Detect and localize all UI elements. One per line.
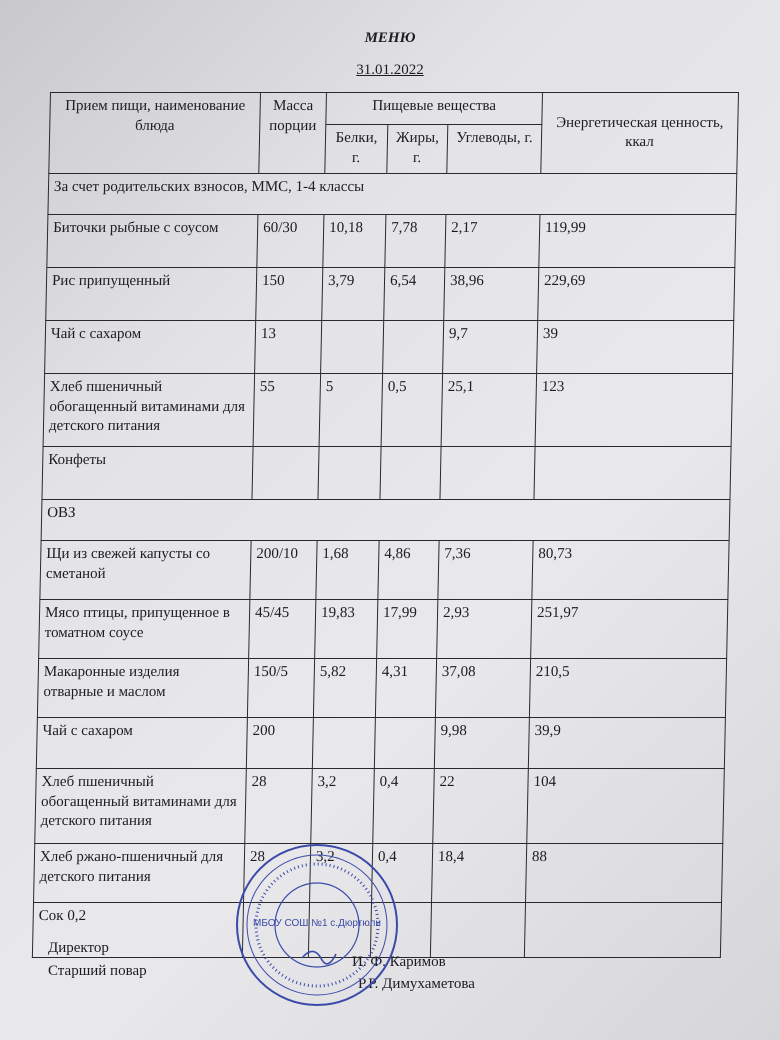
cell-name: Рис припущенный (46, 268, 257, 321)
cell-energy (524, 903, 721, 958)
cell-mass: 200 (246, 718, 313, 769)
cell-fat: 7,78 (385, 215, 446, 268)
cell-protein: 5 (319, 374, 383, 447)
menu-row (40, 541, 729, 600)
cell-name: Хлеб пшеничный обогащенный витаминами для детского питания (43, 374, 255, 447)
cell-energy: 39,9 (528, 718, 725, 769)
header-energy: Энергетическая ценность, ккал (541, 93, 739, 174)
cell-carbs (440, 447, 535, 500)
cell-name: Конфеты (42, 447, 253, 500)
cell-fat: 4,31 (375, 659, 436, 718)
menu-row (45, 321, 734, 374)
cook-role: Старший повар (48, 963, 147, 979)
menu-table (32, 92, 739, 958)
header-meal: Прием пищи, наименование блюда (49, 93, 261, 174)
cell-carbs: 2,17 (445, 215, 540, 268)
cell-energy: 229,69 (538, 268, 735, 321)
cell-mass: 45/45 (249, 600, 316, 659)
cook-name: Р.Р. Димухаметова (358, 976, 475, 992)
cell-fat: 0,5 (381, 374, 443, 447)
cell-fat (383, 321, 444, 374)
cell-carbs: 18,4 (432, 844, 527, 903)
cell-fat: 0,4 (373, 769, 435, 844)
cell-fat (374, 718, 435, 769)
cell-name: Биточки рыбные с соусом (47, 215, 258, 268)
cell-carbs: 9,7 (443, 321, 538, 374)
cell-carbs: 25,1 (441, 374, 537, 447)
section-row (48, 174, 737, 215)
header-fat: Жиры, г. (387, 125, 448, 174)
cell-energy: 210,5 (529, 659, 726, 718)
cell-protein: 10,18 (323, 215, 386, 268)
menu-row (42, 447, 731, 500)
menu-row (37, 659, 726, 718)
cell-name: Мясо птицы, припущенное в томатном соусе (39, 600, 250, 659)
director-name: И. Ф. Каримов (352, 954, 446, 970)
cell-mass (252, 447, 319, 500)
cell-fat: 4,86 (378, 541, 439, 600)
cell-mass: 150 (256, 268, 323, 321)
cell-protein: 3,2 (310, 844, 373, 903)
cell-protein: 3,2 (311, 769, 375, 844)
cell-carbs: 2,93 (437, 600, 532, 659)
cell-carbs (430, 903, 525, 958)
cell-carbs: 22 (433, 769, 529, 844)
cell-mass: 13 (255, 321, 322, 374)
cell-name: Макаронные изделия отварные и маслом (37, 659, 248, 718)
cell-energy: 119,99 (539, 215, 736, 268)
cell-carbs: 7,36 (438, 541, 533, 600)
cell-mass: 28 (244, 844, 311, 903)
cell-mass: 55 (253, 374, 321, 447)
official-stamp (232, 840, 402, 1010)
cell-name: Хлеб ржано-пшеничный для детского питания (34, 844, 245, 903)
cell-mass: 200/10 (250, 541, 317, 600)
cell-mass: 150/5 (247, 659, 314, 718)
cell-fat (380, 447, 441, 500)
director-role: Директор (48, 940, 109, 956)
cell-name: Щи из свежей капусты со сметаной (40, 541, 251, 600)
menu-row (47, 215, 736, 268)
section-row (41, 500, 730, 541)
cell-protein: 1,68 (316, 541, 379, 600)
cell-protein (318, 447, 381, 500)
document-title: МЕНЮ (364, 30, 416, 46)
signature-scribble (302, 951, 336, 963)
cell-mass: 60/30 (257, 215, 324, 268)
header-mass: Масса порции (259, 93, 327, 174)
cell-protein: 3,79 (322, 268, 385, 321)
document-date: 31.01.2022 (356, 62, 424, 78)
cell-energy: 88 (526, 844, 723, 903)
cell-energy: 80,73 (532, 541, 729, 600)
menu-row (43, 374, 733, 447)
cell-energy: 123 (535, 374, 733, 447)
cell-protein (312, 718, 375, 769)
cell-carbs: 37,08 (435, 659, 530, 718)
cell-energy: 104 (527, 769, 725, 844)
cell-fat: 6,54 (384, 268, 445, 321)
menu-row (36, 718, 725, 769)
cell-protein (321, 321, 384, 374)
header-carbs: Углеводы, г. (447, 125, 542, 174)
cell-mass: 28 (245, 769, 313, 844)
cell-protein: 19,83 (315, 600, 378, 659)
cell-name: Хлеб пшеничный обогащенный витаминами для детского питания (35, 769, 247, 844)
cell-energy: 39 (537, 321, 734, 374)
stamp-center-text: МБОУ СОШ №1 с.Дюртюли (253, 918, 381, 929)
cell-energy: 251,97 (531, 600, 728, 659)
header-row (50, 93, 739, 125)
cell-fat: 17,99 (377, 600, 438, 659)
header-nutrients: Пищевые вещества (326, 93, 543, 125)
menu-row (46, 268, 735, 321)
header-protein: Белки, г. (325, 125, 388, 174)
cell-carbs: 9,98 (434, 718, 529, 769)
menu-row (39, 600, 728, 659)
cell-energy (534, 447, 731, 500)
section-title: За счет родительских взносов, ММС, 1-4 классы (48, 174, 737, 215)
cell-fat: 0,4 (372, 844, 433, 903)
cell-name: Чай с сахаром (45, 321, 256, 374)
cell-name: Чай с сахаром (36, 718, 247, 769)
section-title: ОВЗ (41, 500, 730, 541)
cell-protein: 5,82 (313, 659, 376, 718)
cell-carbs: 38,96 (444, 268, 539, 321)
menu-row (35, 769, 725, 844)
cell-name: Сок 0,2 (32, 903, 243, 958)
